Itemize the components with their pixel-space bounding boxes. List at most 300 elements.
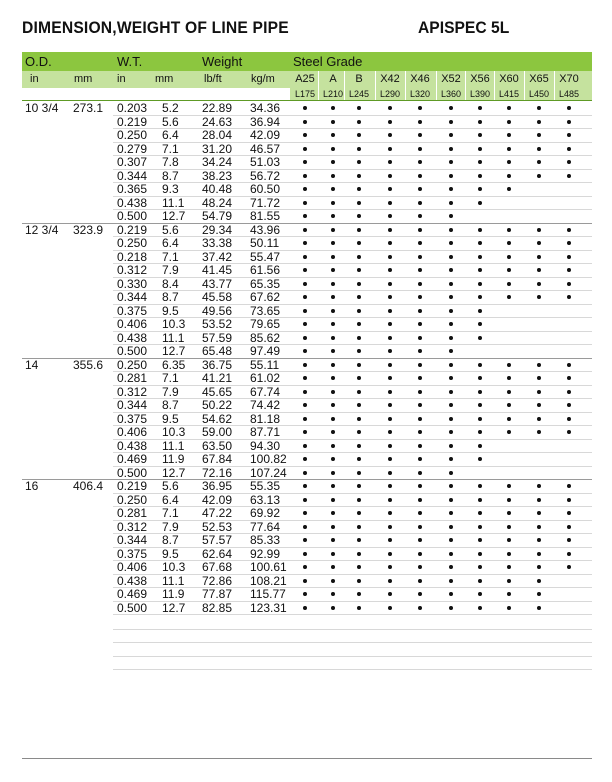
weight-kgm-value: 34.36 (250, 101, 281, 115)
grade-iso-l450: L450 (528, 89, 550, 99)
weight-kgm-value: 67.74 (250, 384, 281, 399)
wt-inch-value: 0.375 (117, 546, 148, 561)
wt-mm-value: 11.9 (162, 587, 185, 601)
weight-lbft-value: 72.16 (202, 465, 233, 480)
wt-inch-value: 0.330 (117, 276, 148, 291)
grade-availability-dot (303, 309, 307, 313)
grade-availability-dot (537, 511, 541, 515)
grade-iso-l390: L390 (469, 89, 491, 99)
grade-availability-dot (537, 565, 541, 569)
grade-availability-dot (303, 201, 307, 205)
grade-availability-dot (331, 606, 335, 610)
grade-availability-dot (449, 363, 453, 367)
grade-availability-dot (388, 241, 392, 245)
grade-availability-dot (507, 241, 511, 245)
od-inch-value: 12 3/4 (25, 222, 59, 237)
weight-header: Weight (202, 54, 243, 69)
table-row (0, 251, 612, 265)
grade-availability-dot (303, 579, 307, 583)
grade-availability-dot (303, 538, 307, 542)
grade-availability-dot (418, 403, 422, 407)
grade-availability-dot (507, 255, 511, 259)
grade-availability-dot (418, 376, 422, 380)
weight-kgm-value: 100.82 (250, 452, 287, 466)
grade-availability-dot (357, 241, 361, 245)
grade-availability-dot (537, 228, 541, 232)
grade-availability-dot (388, 187, 392, 191)
wt-inch-value: 0.344 (117, 398, 148, 412)
grade-availability-dot (418, 187, 422, 191)
grade-column-divider (465, 71, 466, 100)
grade-code-x42: X42 (380, 73, 400, 85)
weight-kgm-value: 56.72 (250, 168, 281, 183)
grade-availability-dot (478, 282, 482, 286)
grade-availability-dot (537, 498, 541, 502)
grade-availability-dot (388, 363, 392, 367)
weight-lbft-value: 40.48 (202, 182, 233, 196)
grade-availability-dot (567, 255, 571, 259)
grade-availability-dot (357, 228, 361, 232)
grade-availability-dot (537, 268, 541, 272)
grade-availability-dot (418, 511, 422, 515)
weight-lbft-value: 41.21 (202, 371, 233, 385)
wt-inch-value: 0.218 (117, 249, 148, 264)
grade-availability-dot (567, 525, 571, 529)
wt-inch-value: 0.219 (117, 114, 148, 129)
weight-lbft-value: 62.64 (202, 546, 233, 561)
grade-availability-dot (507, 147, 511, 151)
grade-availability-dot (537, 147, 541, 151)
grade-availability-dot (449, 498, 453, 502)
grade-availability-dot (418, 390, 422, 394)
grade-availability-dot (303, 255, 307, 259)
grade-availability-dot (478, 457, 482, 461)
grade-availability-dot (331, 322, 335, 326)
grade-availability-dot (537, 241, 541, 245)
weight-lbft-value: 63.50 (202, 438, 233, 453)
grade-availability-dot (567, 363, 571, 367)
grade-availability-dot (357, 336, 361, 340)
grade-availability-dot (449, 147, 453, 151)
grade-availability-dot (478, 187, 482, 191)
wt-mm-value: 11.9 (162, 452, 185, 466)
grade-availability-dot (388, 160, 392, 164)
table-row (0, 345, 612, 359)
weight-kgm-value: 107.24 (250, 465, 287, 480)
grade-availability-dot (449, 309, 453, 313)
grade-availability-dot (331, 309, 335, 313)
grade-availability-dot (507, 417, 511, 421)
grade-availability-dot (478, 322, 482, 326)
grade-code-x70: X70 (559, 73, 579, 85)
grade-availability-dot (303, 336, 307, 340)
grade-availability-dot (478, 403, 482, 407)
wt-inch-value: 0.203 (117, 101, 148, 115)
grade-availability-dot (507, 160, 511, 164)
grade-availability-dot (507, 282, 511, 286)
grade-availability-dot (388, 268, 392, 272)
grade-availability-dot (388, 498, 392, 502)
grade-availability-dot (478, 430, 482, 434)
wt-mm-value: 11.1 (162, 573, 185, 588)
table-row (0, 102, 612, 116)
grade-availability-dot (331, 187, 335, 191)
grade-availability-dot (418, 295, 422, 299)
grade-availability-dot (303, 160, 307, 164)
wt-mm-value: 7.1 (162, 371, 179, 385)
grade-availability-dot (303, 214, 307, 218)
table-row (0, 453, 612, 467)
grade-availability-dot (357, 106, 361, 110)
grade-availability-dot (331, 106, 335, 110)
weight-lbft-value: 36.95 (202, 479, 233, 493)
wt-mm-value: 7.1 (162, 141, 179, 156)
wt-inch-value: 0.406 (117, 425, 148, 439)
grade-availability-dot (449, 525, 453, 529)
weight-kgm-value: 81.18 (250, 411, 281, 426)
od-mm-value: 323.9 (73, 222, 104, 237)
wt-mm-value: 5.2 (162, 101, 179, 115)
grade-availability-dot (331, 511, 335, 515)
weight-lbft-value: 72.86 (202, 573, 233, 588)
grade-availability-dot (567, 376, 571, 380)
grade-column-divider (405, 71, 406, 100)
empty-row-rule (113, 629, 592, 630)
grade-availability-dot (357, 295, 361, 299)
grade-availability-dot (357, 214, 361, 218)
grade-availability-dot (478, 255, 482, 259)
grade-availability-dot (507, 430, 511, 434)
grade-code-x65: X65 (529, 73, 549, 85)
wt-inch-value: 0.500 (117, 600, 148, 615)
grade-availability-dot (357, 579, 361, 583)
grade-availability-dot (303, 322, 307, 326)
wt-mm-value: 8.7 (162, 398, 179, 412)
wt-inch-value: 0.344 (117, 533, 148, 547)
grade-availability-dot (303, 430, 307, 434)
table-row (0, 264, 612, 278)
table-row (0, 291, 612, 305)
grade-availability-dot (388, 457, 392, 461)
grade-availability-dot (478, 363, 482, 367)
grade-availability-dot (567, 106, 571, 110)
grade-availability-dot (567, 417, 571, 421)
weight-lbft-value: 49.56 (202, 303, 233, 318)
table-row (0, 534, 612, 548)
grade-availability-dot (357, 376, 361, 380)
wt-mm-value: 11.1 (162, 438, 185, 453)
weight-kgm-value: 55.47 (250, 249, 281, 264)
grade-availability-dot (567, 268, 571, 272)
grade-availability-dot (418, 417, 422, 421)
grade-availability-dot (449, 457, 453, 461)
wt-inch-value: 0.500 (117, 344, 148, 358)
grade-availability-dot (331, 349, 335, 353)
grade-column-divider (318, 71, 319, 100)
table-row (0, 440, 612, 454)
grade-availability-dot (449, 592, 453, 596)
grade-availability-dot (331, 295, 335, 299)
wt-inch-value: 0.312 (117, 519, 148, 534)
weight-kgm-value: 69.92 (250, 506, 281, 520)
grade-availability-dot (537, 484, 541, 488)
title-row (22, 18, 592, 42)
kgm-unit: kg/m (251, 73, 275, 85)
grade-availability-dot (388, 592, 392, 596)
grade-iso-l320: L320 (409, 89, 431, 99)
grade-availability-dot (388, 133, 392, 137)
grade-availability-dot (507, 403, 511, 407)
grade-availability-dot (303, 147, 307, 151)
wt-mm-value: 12.7 (162, 465, 186, 480)
wt-mm-value: 9.3 (162, 182, 179, 196)
grade-availability-dot (418, 579, 422, 583)
grade-availability-dot (418, 444, 422, 448)
grade-availability-dot (507, 228, 511, 232)
grade-column-divider (554, 71, 555, 100)
grade-availability-dot (449, 133, 453, 137)
grade-availability-dot (331, 552, 335, 556)
grade-availability-dot (303, 120, 307, 124)
grade-availability-dot (567, 484, 571, 488)
grade-code-x46: X46 (410, 73, 430, 85)
grade-availability-dot (418, 309, 422, 313)
table-row (0, 548, 612, 562)
grade-availability-dot (331, 174, 335, 178)
grade-availability-dot (303, 363, 307, 367)
grade-availability-dot (478, 417, 482, 421)
wt-inch-value: 0.406 (117, 317, 148, 331)
table-row (0, 413, 612, 427)
grade-availability-dot (303, 376, 307, 380)
wt-inch-value: 0.406 (117, 560, 148, 574)
grade-availability-dot (303, 268, 307, 272)
grade-availability-dot (478, 538, 482, 542)
grade-availability-dot (507, 268, 511, 272)
empty-row-rule (113, 642, 592, 643)
grade-availability-dot (449, 511, 453, 515)
weight-lbft-value: 42.09 (202, 492, 233, 507)
grade-code-b: B (355, 73, 363, 85)
weight-lbft-value: 34.24 (202, 155, 233, 169)
grade-availability-dot (388, 336, 392, 340)
grade-availability-dot (449, 579, 453, 583)
wt-inch-value: 0.281 (117, 371, 148, 385)
grade-availability-dot (507, 606, 511, 610)
wt-mm-value: 8.7 (162, 290, 179, 304)
grade-availability-dot (507, 565, 511, 569)
weight-lbft-value: 54.79 (202, 209, 233, 223)
grade-availability-dot (418, 525, 422, 529)
weight-lbft-value: 43.77 (202, 276, 233, 291)
grade-availability-dot (418, 484, 422, 488)
weight-lbft-value: 29.34 (202, 222, 233, 237)
wt-inch-value: 0.250 (117, 492, 148, 507)
grade-availability-dot (507, 187, 511, 191)
weight-lbft-value: 82.85 (202, 600, 233, 615)
grade-availability-dot (418, 201, 422, 205)
grade-availability-dot (478, 228, 482, 232)
grade-availability-dot (331, 565, 335, 569)
grade-iso-l415: L415 (498, 89, 520, 99)
grade-availability-dot (418, 106, 422, 110)
table-row (0, 467, 612, 481)
grade-availability-dot (303, 228, 307, 232)
grade-availability-dot (357, 201, 361, 205)
grade-availability-dot (357, 498, 361, 502)
wt-mm-value: 12.7 (162, 344, 186, 358)
grade-availability-dot (388, 214, 392, 218)
grade-availability-dot (303, 457, 307, 461)
grade-availability-dot (357, 390, 361, 394)
weight-kgm-value: 77.64 (250, 519, 281, 534)
grade-availability-dot (567, 552, 571, 556)
grade-availability-dot (303, 417, 307, 421)
grade-availability-dot (331, 457, 335, 461)
grade-availability-dot (537, 282, 541, 286)
weight-kgm-value: 42.09 (250, 128, 281, 142)
wt-mm-value: 11.1 (162, 195, 185, 210)
grade-availability-dot (388, 390, 392, 394)
grade-availability-dot (449, 120, 453, 124)
weight-kgm-value: 94.30 (250, 438, 281, 453)
weight-kgm-value: 55.11 (250, 357, 280, 372)
grade-availability-dot (418, 228, 422, 232)
table-row (0, 116, 612, 130)
wt-mm-value: 9.5 (162, 303, 179, 318)
lbft-unit: lb/ft (204, 73, 222, 85)
wt-inch-value: 0.344 (117, 290, 148, 304)
wt-inch-value: 0.365 (117, 182, 148, 196)
grade-availability-dot (331, 444, 335, 448)
weight-kgm-value: 85.62 (250, 330, 281, 345)
weight-kgm-value: 79.65 (250, 317, 281, 331)
weight-kgm-value: 81.55 (250, 209, 281, 223)
wt-inch-value: 0.307 (117, 155, 148, 169)
weight-lbft-value: 57.59 (202, 330, 233, 345)
grade-availability-dot (537, 174, 541, 178)
grade-availability-dot (357, 430, 361, 434)
grade-availability-dot (418, 255, 422, 259)
grade-availability-dot (418, 471, 422, 475)
wt-inch-value: 0.375 (117, 411, 148, 426)
header-divider (22, 100, 592, 101)
grade-availability-dot (331, 579, 335, 583)
grade-availability-dot (357, 120, 361, 124)
weight-lbft-value: 52.53 (202, 519, 233, 534)
grade-availability-dot (357, 268, 361, 272)
wt-mm-value: 6.4 (162, 236, 179, 250)
weight-kgm-value: 61.56 (250, 263, 281, 277)
grade-availability-dot (507, 390, 511, 394)
grade-availability-dot (331, 538, 335, 542)
wt-inch-value: 0.279 (117, 141, 148, 156)
grade-availability-dot (357, 282, 361, 286)
grade-availability-dot (478, 295, 482, 299)
wt-inch-value: 0.250 (117, 236, 148, 250)
grade-availability-dot (449, 606, 453, 610)
grade-availability-dot (357, 511, 361, 515)
grade-availability-dot (449, 201, 453, 205)
grade-availability-dot (418, 363, 422, 367)
grade-availability-dot (449, 376, 453, 380)
weight-kgm-value: 87.71 (250, 425, 281, 439)
table-row (0, 521, 612, 535)
grade-availability-dot (449, 174, 453, 178)
weight-kgm-value: 97.49 (250, 344, 281, 358)
grade-code-x56: X56 (470, 73, 490, 85)
grade-availability-dot (537, 160, 541, 164)
table-row (0, 143, 612, 157)
grade-availability-dot (303, 187, 307, 191)
grade-availability-dot (331, 147, 335, 151)
grade-availability-dot (567, 511, 571, 515)
grade-availability-dot (449, 322, 453, 326)
grade-availability-dot (537, 525, 541, 529)
grade-availability-dot (507, 174, 511, 178)
grade-availability-dot (331, 241, 335, 245)
grade-availability-dot (418, 133, 422, 137)
grade-availability-dot (449, 106, 453, 110)
weight-kgm-value: 85.33 (250, 533, 281, 547)
grade-iso-l210: L210 (322, 89, 344, 99)
grade-availability-dot (388, 120, 392, 124)
wt-mm-value: 8.7 (162, 533, 179, 547)
wt-inch-value: 0.250 (117, 128, 148, 142)
grade-availability-dot (418, 282, 422, 286)
grade-column-divider (344, 71, 345, 100)
grade-availability-dot (357, 457, 361, 461)
grade-availability-dot (478, 120, 482, 124)
grade-availability-dot (449, 471, 453, 475)
grade-availability-dot (418, 552, 422, 556)
wt-header: W.T. (117, 54, 143, 69)
wt-inch-value: 0.469 (117, 452, 148, 466)
grade-availability-dot (303, 484, 307, 488)
grade-availability-dot (331, 390, 335, 394)
weight-lbft-value: 53.52 (202, 317, 233, 331)
grade-code-a25: A25 (295, 73, 315, 85)
grade-availability-dot (357, 349, 361, 353)
grade-availability-dot (418, 174, 422, 178)
wt-mm-value: 5.6 (162, 114, 179, 129)
weight-kgm-value: 71.72 (250, 195, 281, 210)
grade-availability-dot (567, 228, 571, 232)
grade-availability-dot (418, 457, 422, 461)
table-row (0, 332, 612, 346)
wt-mm-value: 8.7 (162, 168, 179, 183)
table-row (0, 588, 612, 602)
grade-availability-dot (357, 606, 361, 610)
wt-mm-value: 6.4 (162, 492, 179, 507)
grade-availability-dot (331, 592, 335, 596)
wt-mm-unit: mm (155, 73, 174, 85)
wt-in-unit: in (117, 73, 126, 85)
grade-availability-dot (331, 525, 335, 529)
od-header: O.D. (25, 54, 52, 69)
grade-availability-dot (507, 498, 511, 502)
weight-kgm-value: 100.61 (250, 560, 287, 574)
grade-availability-dot (507, 106, 511, 110)
grade-availability-dot (507, 295, 511, 299)
od-inch-value: 10 3/4 (25, 101, 59, 115)
grade-availability-dot (478, 484, 482, 488)
weight-lbft-value: 36.75 (202, 357, 233, 372)
grade-availability-dot (507, 538, 511, 542)
grade-availability-dot (478, 201, 482, 205)
table-row (0, 305, 612, 319)
grade-availability-dot (388, 511, 392, 515)
